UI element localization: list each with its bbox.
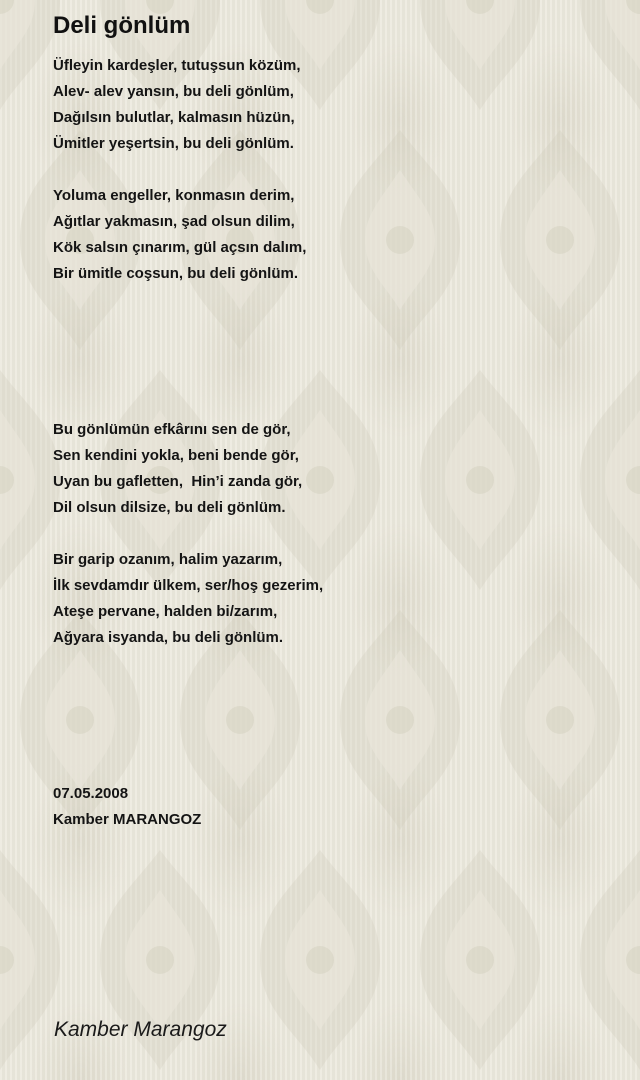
stanza-4 bbox=[53, 547, 323, 651]
poem-line: İlk sevdamdır ülkem, ser/hoş gezerim, bbox=[53, 577, 324, 594]
poem-line: Ağyara isyanda, bu deli gönlüm. bbox=[53, 629, 284, 646]
poem-line: Dil olsun dilsize, bu deli gönlüm. bbox=[53, 499, 286, 516]
poem-line: Dağılsın bulutlar, kalmasın hüzün, bbox=[53, 109, 295, 126]
poem-line: Sen kendini yokla, beni bende gör, bbox=[53, 447, 299, 464]
poem-line: Alev- alev yansın, bu deli gönlüm, bbox=[53, 83, 294, 100]
poem-line: Bir ümitle coşsun, bu deli gönlüm. bbox=[53, 265, 299, 282]
poem-line: Ağıtlar yakmasın, şad olsun dilim, bbox=[53, 213, 295, 230]
poem-meta bbox=[53, 781, 323, 833]
poem-line: Ümitler yeşertsin, bu deli gönlüm. bbox=[53, 135, 294, 152]
author-signature: Kamber Marangoz bbox=[54, 1018, 227, 1041]
poem-line: Üfleyin kardeşler, tutuşsun közüm, bbox=[53, 57, 301, 74]
poem-line: Yoluma engeller, konmasın derim, bbox=[53, 187, 295, 204]
poem-line: Uyan bu gafletten, Hin’i zanda gör, bbox=[53, 473, 303, 490]
poem-date: 07.05.2008 bbox=[53, 785, 129, 802]
poem-line: Bu gönlümün efkârını sen de gör, bbox=[53, 421, 291, 438]
poem-line: Kök salsın çınarım, gül açsın dalım, bbox=[53, 239, 307, 256]
stanza-2 bbox=[53, 183, 323, 287]
stanza-spacer bbox=[53, 313, 323, 417]
stanza-1 bbox=[53, 53, 323, 157]
poem-title: Deli gönlüm bbox=[53, 12, 191, 39]
poem-line: Bir garip ozanım, halim yazarım, bbox=[53, 551, 283, 568]
poem-body bbox=[53, 53, 323, 833]
poem-author: Kamber MARANGOZ bbox=[53, 811, 202, 828]
stanza-3 bbox=[53, 417, 323, 521]
meta-spacer bbox=[53, 677, 323, 781]
poem-line: Ateşe pervane, halden bi/zarım, bbox=[53, 603, 278, 620]
